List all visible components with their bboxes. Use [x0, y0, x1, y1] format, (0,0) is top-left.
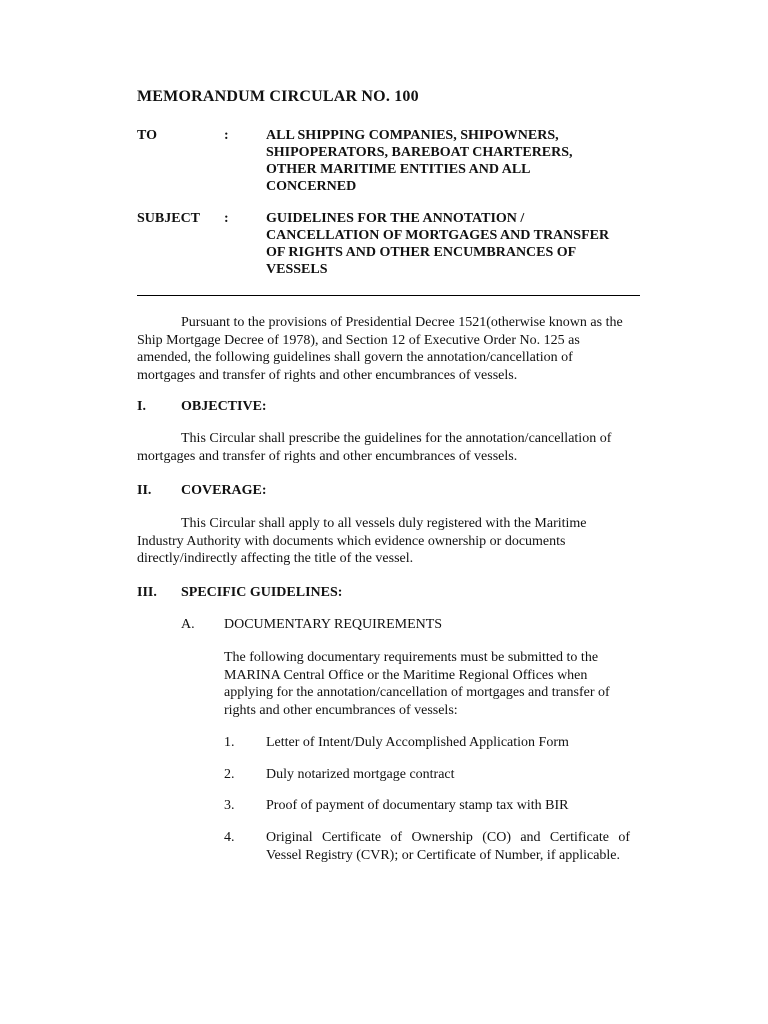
subject-text [266, 210, 609, 278]
list-item-text: Duly notarized mortgage contract [266, 767, 455, 782]
subject-colon: : [224, 211, 229, 226]
list-item-line: Vessel Registry (CVR); or Certificate of Number, if applicable. [266, 847, 621, 863]
to-line: ALL SHIPPING COMPANIES, SHIPOWNERS, [266, 128, 559, 143]
subject-line: CANCELLATION OF MORTGAGES AND TRANSFER [266, 228, 610, 243]
intro-line: Pursuant to the provisions of Presidential Decree 1521(otherwise known as the [181, 315, 623, 330]
requirements-intro-line: MARINA Central Office or the Maritime Regional Offices when [224, 667, 588, 683]
section-heading-objective: OBJECTIVE: [181, 399, 267, 414]
coverage-line: directly/indirectly affecting the title of the vessel. [137, 551, 414, 566]
intro-line: Ship Mortgage Decree of 1978), and Section 12 of Executive Order No. 125 as [137, 332, 580, 348]
objective-line: This Circular shall prescribe the guidelines for the annotation/cancellation of [181, 431, 612, 446]
section-number: I. [137, 399, 146, 414]
section-number: II. [137, 483, 152, 498]
subsection-letter: A. [181, 617, 195, 632]
intro-paragraph [137, 314, 637, 384]
list-item-text: Letter of Intent/Duly Accomplished Application Form [266, 735, 569, 750]
to-label: TO [137, 128, 157, 143]
intro-line: mortgages and transfer of rights and other encumbrances of vessels. [137, 367, 518, 383]
list-item-line: Original Certificate of Ownership (CO) and Certificate of [266, 830, 630, 845]
list-item-number: 4. [224, 830, 235, 845]
to-line: SHIPOPERATORS, BAREBOAT CHARTERERS, [266, 145, 573, 160]
header-divider [137, 295, 640, 296]
intro-line: amended, the following guidelines shall govern the annotation/cancellation of [137, 350, 573, 365]
requirements-intro [224, 649, 634, 719]
to-colon: : [224, 128, 229, 143]
subject-line: VESSELS [266, 262, 328, 277]
list-item-number: 3. [224, 798, 235, 813]
subject-line: GUIDELINES FOR THE ANNOTATION / [266, 211, 525, 226]
subject-line: OF RIGHTS AND OTHER ENCUMBRANCES OF [266, 245, 577, 260]
subject-label: SUBJECT [137, 211, 201, 226]
coverage-paragraph [137, 515, 637, 568]
list-item-text: Proof of payment of documentary stamp tax with BIR [266, 798, 569, 813]
objective-paragraph [137, 430, 637, 465]
section-heading-coverage: COVERAGE: [181, 483, 267, 498]
requirements-intro-line: applying for the annotation/cancellation of mortgages and transfer of [224, 685, 610, 700]
coverage-line: Industry Authority with documents which evidence ownership or documents [137, 533, 566, 549]
coverage-line: This Circular shall apply to all vessels duly registered with the Maritime [181, 516, 587, 531]
subsection-heading: DOCUMENTARY REQUIREMENTS [224, 617, 443, 632]
requirements-intro-line: The following documentary requirements must be submitted to the [224, 650, 599, 665]
section-heading-guidelines: SPECIFIC GUIDELINES: [181, 585, 343, 600]
list-item-number: 1. [224, 735, 235, 750]
document-title: MEMORANDUM CIRCULAR NO. 100 [137, 88, 419, 105]
requirements-intro-line: rights and other encumbrances of vessels: [224, 702, 458, 718]
list-item-text [266, 829, 630, 864]
objective-line: mortgages and transfer of rights and other encumbrances of vessels. [137, 448, 518, 464]
section-number: III. [137, 585, 157, 600]
to-line: OTHER MARITIME ENTITIES AND ALL [266, 162, 531, 177]
list-item-number: 2. [224, 767, 235, 782]
to-line: CONCERNED [266, 179, 357, 194]
to-recipients [266, 127, 573, 195]
